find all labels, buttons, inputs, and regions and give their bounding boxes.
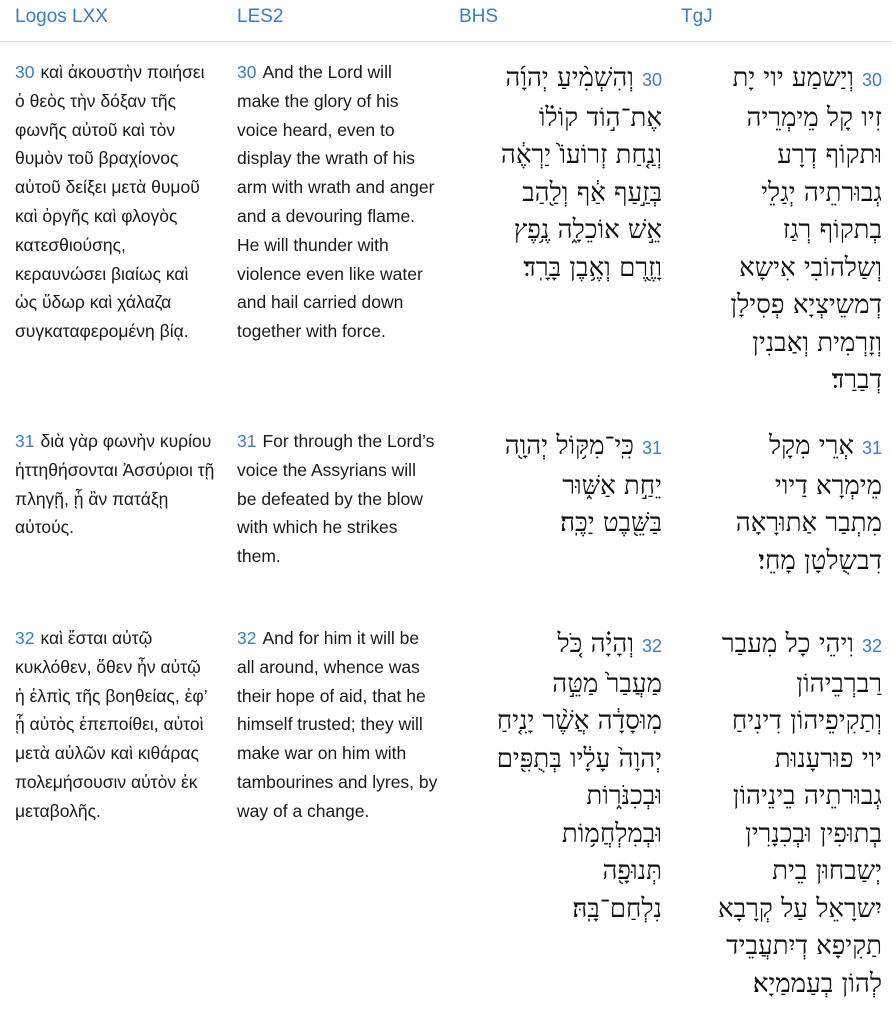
verse-line: [459, 505, 662, 543]
verse-line: [681, 250, 882, 288]
verse-line: [459, 100, 662, 138]
verse-line: [459, 853, 662, 891]
verse-line-text: תַקִיפָא דְיִתעֲבֵיד: [726, 931, 882, 961]
verse-line-text: אְרֵי מִקָל: [769, 431, 854, 461]
verse-line-text: וִיהֵי כָל מִעבַר: [721, 629, 854, 659]
verse-line: [681, 703, 882, 741]
verse-line-text: בַּשֵּׁ֖בֶט יַכֶּֽה׃: [560, 508, 662, 538]
verse-line: [681, 362, 882, 400]
verse-line-text: בְתוּפִין וּבְכִנָרִין: [745, 818, 882, 849]
verse-30-les2: [237, 58, 439, 346]
verse-line: [459, 778, 662, 816]
verse-line-text: וְהָיָ֗ה כֹּ֚ל: [557, 629, 634, 659]
verse-line: [459, 212, 662, 250]
verse-line: [681, 741, 882, 779]
verse-line: [459, 468, 662, 506]
verse-30-lxx: [15, 58, 215, 346]
verse-30-bhs: [459, 60, 662, 287]
verse-number[interactable]: 30: [641, 70, 662, 90]
verse-line-text: וּתקוֹף דְרָע: [777, 140, 882, 170]
verse-line: [681, 505, 882, 543]
verse-line-text: נִלְחַם־בָּֽהּ׃: [572, 893, 662, 924]
verse-32-tgj: [681, 626, 882, 1003]
verse-line-text: תְּנוּפָ֖ה: [602, 856, 662, 886]
verse-number[interactable]: 31: [861, 438, 882, 458]
verse-32-lxx: [15, 624, 215, 826]
verse-line: [681, 60, 882, 100]
verse-line-text: דְבַרַד׃: [831, 365, 882, 395]
verse-line-text: מֽוּסָדָ֔ה אֲשֶׁ֨ר יָנִ֤יחַ: [496, 706, 662, 736]
verse-text: διὰ γὰρ φωνὴν κυρίου ἡττηθήσονται Ἀσσύριοι τῇ πληγῇ, ᾗ ἂν πατάξῃ αὐτούς.: [15, 431, 215, 538]
verse-30-tgj: [681, 60, 882, 400]
verse-line: [459, 626, 662, 666]
verse-text: καὶ ἀκουστὴν ποιήσει ὁ θεὸς τὴν δόξαν τῆς φωνῆς αὐτοῦ καὶ τὸν θυμὸν τοῦ βραχίονος αὐτοῦ δείξει μετὰ θυμοῦ καὶ ὀργῆς καὶ φλογὸς κατεσθιούσης, κεραυνώσει βιαίως καὶ ὡς ὕδωρ καὶ χάλαζα συγκαταφερομένη βίᾳ.: [15, 62, 205, 342]
verse-number[interactable]: 30: [15, 62, 35, 82]
verse-line-text: אֵ֣שׁ אוֹכֵלָ֑ה נֶ֥פֶץ: [513, 215, 662, 245]
verse-line: [459, 891, 662, 929]
verse-line: [459, 137, 662, 175]
verse-line-text: מֵימְרָא דַיוי: [774, 470, 882, 501]
verse-line: [681, 666, 882, 704]
verse-line-text: כִּֽי־מִקּ֥וֹל יְהוָ֖ה: [504, 431, 634, 461]
verse-31-tgj: [681, 428, 882, 580]
verse-line: [681, 137, 882, 175]
verse-text: And the Lord will make the glory of his voice heard, even to display the wrath of his arm with wrath and anger and a devouring flame. He will thunder with violence even like water and hail carried down together with force.: [237, 62, 435, 342]
verse-line-text: וּבְכִנֹּר֑וֹת: [586, 781, 662, 811]
column-header-les2[interactable]: LES2: [237, 6, 284, 27]
column-header-lxx[interactable]: Logos LXX: [15, 6, 108, 27]
verse-line-text: וְיַשמַע יוי יָת: [732, 63, 854, 93]
verse-line-text: יֵחַ֣ת אַשּׁ֑וּר: [562, 470, 662, 501]
verse-line: [681, 853, 882, 891]
verse-line: [681, 891, 882, 929]
verse-line: [681, 928, 882, 966]
verse-line: [681, 626, 882, 666]
verse-line: [681, 966, 882, 1004]
verse-line-text: יִשרָאֵל עַל קְרָבָא: [718, 893, 882, 924]
verse-line: [459, 816, 662, 854]
verse-line: [681, 287, 882, 325]
verse-line: [681, 175, 882, 213]
verse-line-text: וְנַ֤חַת זְרוֹעוֹ֙ יַרְאֶ֔ה: [500, 140, 662, 170]
verse-line-text: לְהוֹן בְעַממַיָא׃: [752, 968, 882, 999]
verse-line-text: זִיו קָל מֵימְרֵיה: [746, 102, 882, 133]
verse-line-text: דִבשֻלטָן מָחֵי׃: [758, 545, 882, 576]
verse-line-text: רַברְבֵיהוֹן: [796, 668, 882, 699]
verse-text: And for him it will be all around, whence was their hope of aid, that he himself trusted; they will make war on him with tambourines and lyres, by way of a change.: [237, 628, 438, 821]
verse-line: [681, 468, 882, 506]
verse-number[interactable]: 31: [641, 438, 662, 458]
verse-line: [681, 325, 882, 363]
verse-line-text: מִתְבַר אַתוּרָאָה: [735, 508, 882, 538]
verse-line: [681, 816, 882, 854]
verse-line-text: וְהִשְׁמִ֨יעַ יְהוָ֜ה: [505, 63, 634, 93]
verse-line-text: וּבְמִלְחֲמ֥וֹת: [561, 818, 662, 849]
verse-line-text: יוי פוּרעָנוּת: [774, 743, 882, 774]
verse-line: [459, 666, 662, 704]
verse-line: [681, 428, 882, 468]
verse-line: [459, 175, 662, 213]
verse-number[interactable]: 31: [237, 431, 257, 451]
verse-line-text: גְבוּרתֵיה יְגַלֵי: [761, 177, 882, 208]
verse-line-text: דְמשֵיצְיָא פְסִילָן: [730, 290, 882, 320]
verse-line-text: יְשַבחוּן בֵית: [772, 856, 882, 886]
verse-number[interactable]: 32: [15, 628, 35, 648]
verse-line-text: מַעֲבַר֙ מַטֵּ֣ה: [552, 668, 662, 699]
verse-line-text: בְּזַ֣עַף אַ֔ף וְלַ֖הַב: [522, 177, 662, 208]
verse-line-text: אֶת־ה֣וֹד קוֹל֗וֹ: [538, 102, 662, 133]
verse-line-text: וְתַקִיפֵיהוֹן דִינִיחַ: [731, 706, 882, 736]
verse-31-les2: [237, 427, 439, 571]
verse-line: [459, 703, 662, 741]
verse-line-text: וְזָרְמִית וְאַבנִין: [752, 327, 882, 358]
verse-32-les2: [237, 624, 439, 826]
verse-line: [681, 778, 882, 816]
verse-number[interactable]: 31: [15, 431, 35, 451]
column-header-bhs[interactable]: BHS: [459, 6, 499, 27]
verse-31-bhs: [459, 428, 662, 543]
verse-line-text: יְהוָה֙ עָלָ֔יו בְּתֻפִּ֖ים: [496, 743, 662, 774]
verse-line: [459, 60, 662, 100]
verse-line-text: וָזֶ֖רֶם וְאֶ֥בֶן בָּרָֽד׃: [523, 252, 662, 283]
verse-line: [459, 741, 662, 779]
column-header-tgj[interactable]: TgJ: [681, 6, 713, 27]
verse-line: [681, 212, 882, 250]
verse-31-lxx: [15, 427, 215, 542]
verse-32-bhs: [459, 626, 662, 928]
verse-line: [681, 543, 882, 581]
verse-line-text: בְתקוֹף רְגַז: [782, 215, 882, 245]
verse-line-text: גְבוּרתֵיה בֵינֵיהוֹן: [732, 781, 882, 811]
verse-line-text: וְשַלהוֹבִי אִישָא: [739, 252, 882, 283]
verse-text: For through the Lord’s voice the Assyrians will be defeated by the blow with which he strikes them.: [237, 431, 435, 567]
verse-line: [459, 250, 662, 288]
verse-number[interactable]: 32: [237, 628, 257, 648]
verse-line: [681, 100, 882, 138]
verse-line: [459, 428, 662, 468]
verse-number[interactable]: 32: [641, 636, 662, 656]
verse-number[interactable]: 32: [861, 636, 882, 656]
verse-number[interactable]: 30: [237, 62, 257, 82]
verse-text: καὶ ἔσται αὐτῷ κυκλόθεν, ὅθεν ἦν αὐτῷ ἡ ἐλπὶς τῆς βοηθείας, ἐφ’ ᾗ αὐτὸς ἐπεποίθει, αὐτοὶ μετὰ αὐλῶν καὶ κιθάρας πολεμήσουσιν αὐτὸν ἐκ μεταβολῆς.: [15, 628, 207, 821]
column-header-bar: [0, 0, 892, 42]
verse-number[interactable]: 30: [861, 70, 882, 90]
